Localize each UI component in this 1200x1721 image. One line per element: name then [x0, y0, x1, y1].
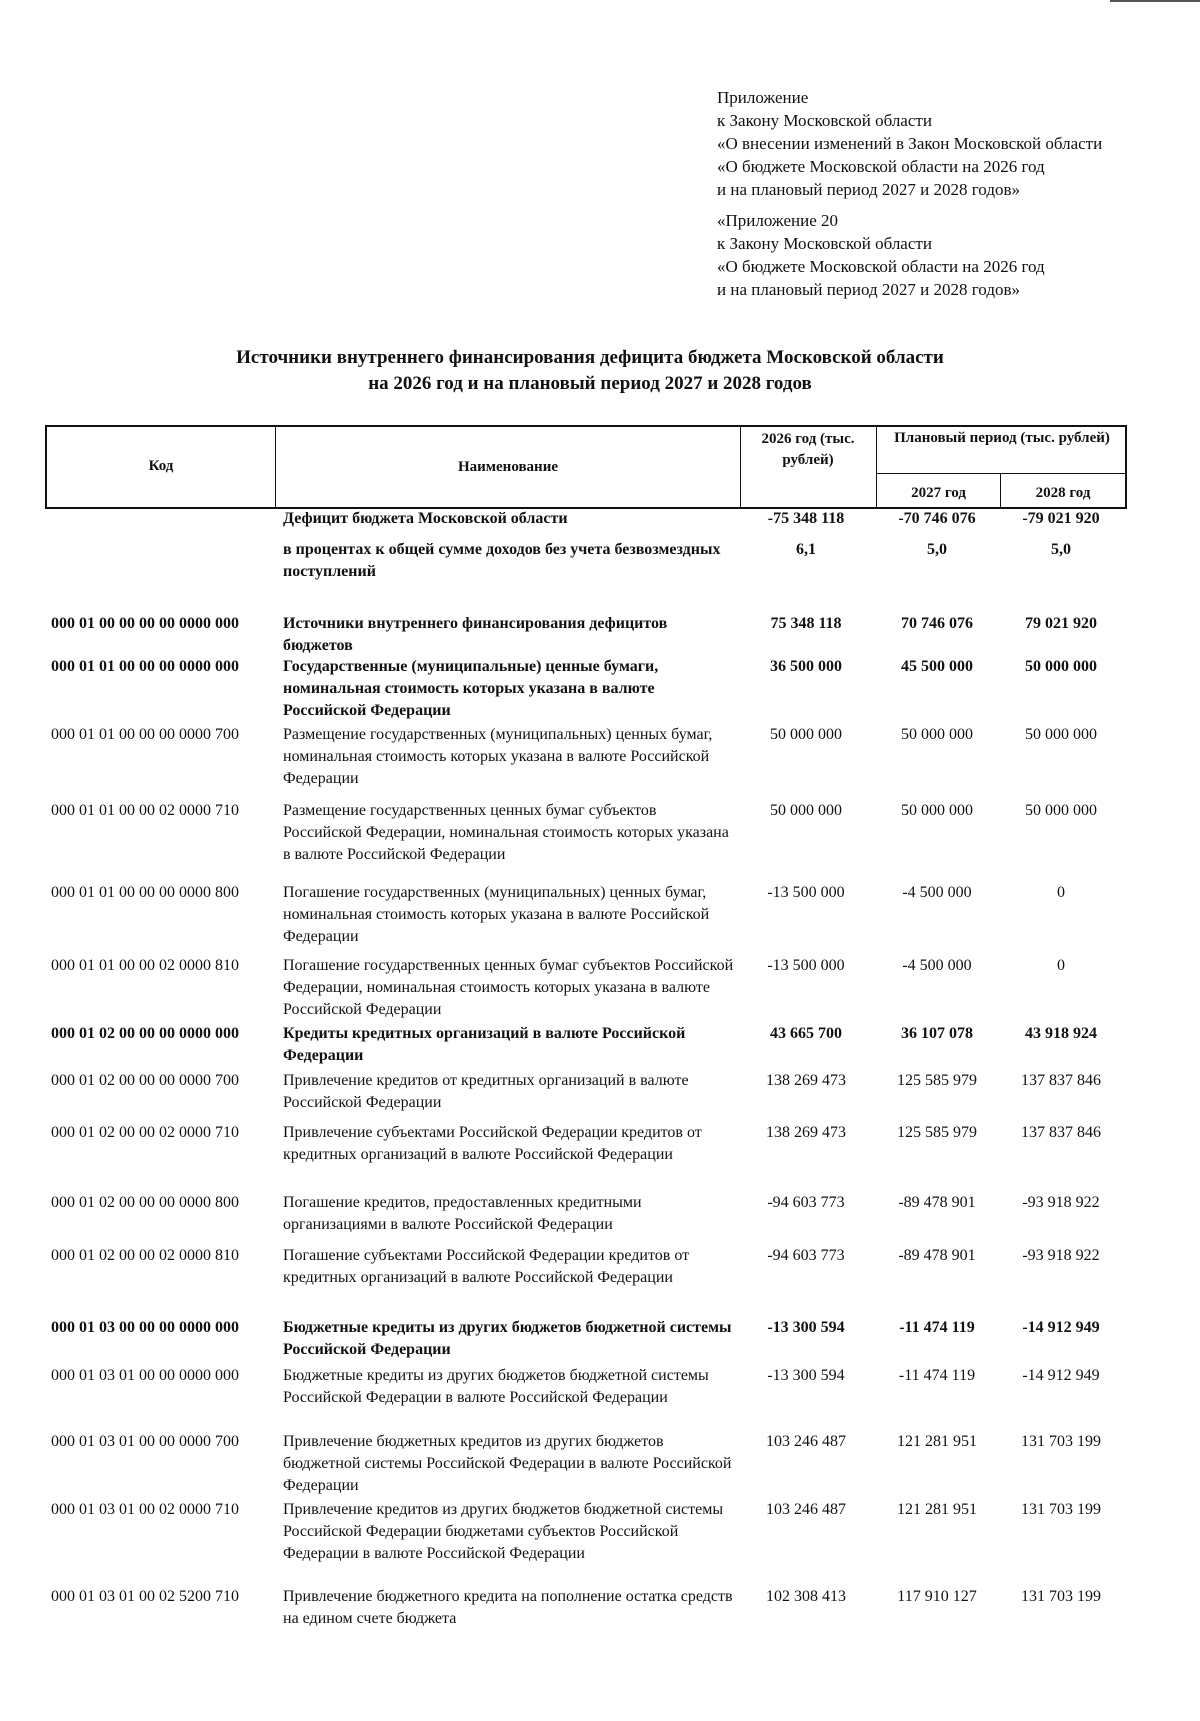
- row-value-2026: 103 246 487: [766, 1501, 846, 1518]
- row-value-2028: 0: [1057, 957, 1065, 974]
- appendix-line: к Закону Московской области: [717, 234, 932, 253]
- header-2027: 2027 год: [911, 485, 966, 501]
- header-code: Код: [148, 458, 174, 474]
- row-value-2026: 50 000 000: [770, 726, 842, 743]
- appendix-line: и на плановый период 2027 и 2028 годов»: [717, 180, 1020, 199]
- row-code: 000 01 03 00 00 00 0000 000: [51, 1319, 239, 1336]
- row-name: Погашение кредитов, предоставленных кредитными организациями в валюте Российской Федерации: [283, 1194, 642, 1233]
- row-value-2026: -94 603 773: [767, 1194, 845, 1211]
- row-value-2027: -4 500 000: [902, 957, 972, 974]
- row-code: 000 01 02 00 00 02 0000 810: [51, 1247, 239, 1264]
- row-name: Погашение государственных ценных бумаг субъектов Российской Федерации, номинальная стоимость которых указана в валюте Российской Федерации: [283, 957, 734, 1018]
- row-name: Бюджетные кредиты из других бюджетов бюджетной системы Российской Федерации: [283, 1319, 732, 1358]
- row-code: 000 01 03 01 00 00 0000 700: [51, 1433, 239, 1450]
- header-divider: [876, 473, 1125, 474]
- row-value-2028: 79 021 920: [1025, 615, 1097, 632]
- row-code: 000 01 02 00 00 02 0000 710: [51, 1124, 239, 1141]
- row-value-2028: 50 000 000: [1025, 726, 1097, 743]
- row-name: Бюджетные кредиты из других бюджетов бюджетной системы Российской Федерации в валюте Российской Федерации: [283, 1367, 709, 1406]
- row-value-2027: -11 474 119: [899, 1319, 975, 1336]
- row-name: Погашение государственных (муниципальных) ценных бумаг, номинальная стоимость которых указана в валюте Российской Федерации: [283, 884, 710, 945]
- row-value-2026: -13 500 000: [767, 884, 845, 901]
- scan-edge-mark: [1110, 0, 1200, 2]
- row-name: Государственные (муниципальные) ценные бумаги, номинальная стоимость которых указана в валюте Российской Федерации: [283, 658, 659, 719]
- row-code: 000 01 02 00 00 00 0000 700: [51, 1072, 239, 1089]
- row-value-2027: 36 107 078: [901, 1025, 973, 1042]
- row-value-2026: -75 348 118: [767, 510, 845, 527]
- row-value-2027: 50 000 000: [901, 802, 973, 819]
- appendix-line: «О бюджете Московской области на 2026 год: [717, 157, 1045, 176]
- row-name: Привлечение субъектами Российской Федерации кредитов от кредитных организаций в валюте Российской Федерации: [283, 1124, 702, 1163]
- header-divider: [740, 427, 741, 507]
- row-code: 000 01 01 00 00 00 0000 700: [51, 726, 239, 743]
- row-value-2028: 50 000 000: [1025, 658, 1097, 675]
- appendix-line: Приложение: [717, 88, 809, 107]
- row-value-2026: 43 665 700: [770, 1025, 842, 1042]
- row-value-2026: 102 308 413: [766, 1588, 846, 1605]
- row-value-2028: 131 703 199: [1021, 1433, 1101, 1450]
- title-line-2: на 2026 год и на плановый период 2027 и 2028 годов: [368, 373, 812, 394]
- appendix-line: «О внесении изменений в Закон Московской области: [717, 134, 1103, 153]
- row-value-2027: -70 746 076: [898, 510, 976, 527]
- row-value-2028: 131 703 199: [1021, 1588, 1101, 1605]
- header-planned-period: Плановый период (тыс. рублей): [894, 430, 1110, 446]
- row-code: 000 01 02 00 00 00 0000 800: [51, 1194, 239, 1211]
- row-value-2026: -13 300 594: [767, 1367, 845, 1384]
- row-name: Привлечение кредитов из других бюджетов бюджетной системы Российской Федерации бюджетами субъектов Российской Федерации в валюте Российской Федерации: [283, 1501, 724, 1562]
- row-value-2026: -94 603 773: [767, 1247, 845, 1264]
- row-value-2028: -14 912 949: [1022, 1367, 1100, 1384]
- row-name: Дефицит бюджета Московской области: [283, 510, 568, 527]
- row-code: 000 01 03 01 00 00 0000 000: [51, 1367, 239, 1384]
- appendix-block-2: [717, 209, 1102, 301]
- row-code: 000 01 03 01 00 02 0000 710: [51, 1501, 239, 1518]
- row-value-2026: 138 269 473: [766, 1072, 846, 1089]
- appendix-block-1: [717, 86, 1102, 201]
- row-value-2028: 50 000 000: [1025, 802, 1097, 819]
- row-code: 000 01 02 00 00 00 0000 000: [51, 1025, 239, 1042]
- row-value-2027: -89 478 901: [898, 1194, 976, 1211]
- appendix-line: к Закону Московской области: [717, 111, 932, 130]
- row-value-2026: -13 300 594: [767, 1319, 845, 1336]
- row-value-2028: 43 918 924: [1025, 1025, 1097, 1042]
- appendix-line: и на плановый период 2027 и 2028 годов»: [717, 280, 1020, 299]
- row-name: в процентах к общей сумме доходов без учета безвозмездных поступлений: [283, 541, 721, 580]
- appendix-line: «Приложение 20: [717, 211, 838, 230]
- row-value-2026: 103 246 487: [766, 1433, 846, 1450]
- row-value-2028: 0: [1057, 884, 1065, 901]
- row-value-2027: 70 746 076: [901, 615, 973, 632]
- row-value-2026: 138 269 473: [766, 1124, 846, 1141]
- row-name: Размещение государственных (муниципальных) ценных бумаг, номинальная стоимость которых указана в валюте Российской Федерации: [283, 726, 713, 787]
- row-value-2028: 137 837 846: [1021, 1072, 1101, 1089]
- appendix-line: «О бюджете Московской области на 2026 год: [717, 257, 1045, 276]
- row-value-2028: -14 912 949: [1022, 1319, 1100, 1336]
- row-code: 000 01 01 00 00 02 0000 810: [51, 957, 239, 974]
- row-value-2027: -89 478 901: [898, 1247, 976, 1264]
- row-value-2028: 5,0: [1051, 541, 1071, 558]
- row-value-2027: 5,0: [927, 541, 947, 558]
- row-value-2026: 36 500 000: [770, 658, 842, 675]
- row-value-2026: -13 500 000: [767, 957, 845, 974]
- appendix-note: [717, 86, 1102, 301]
- row-code: 000 01 01 00 00 00 0000 800: [51, 884, 239, 901]
- row-name: Погашение субъектами Российской Федерации кредитов от кредитных организаций в валюте Российской Федерации: [283, 1247, 690, 1286]
- header-2028: 2028 год: [1035, 485, 1091, 501]
- table-header: [45, 425, 1127, 509]
- row-code: 000 01 00 00 00 00 0000 000: [51, 615, 239, 632]
- title-line-1: Источники внутреннего финансирования дефицита бюджета Московской области: [236, 347, 944, 368]
- row-value-2028: -93 918 922: [1022, 1247, 1100, 1264]
- row-name: Кредиты кредитных организаций в валюте Российской Федерации: [283, 1025, 686, 1064]
- row-value-2027: 121 281 951: [897, 1433, 977, 1450]
- row-value-2027: 121 281 951: [897, 1501, 977, 1518]
- row-name: Размещение государственных ценных бумаг субъектов Российской Федерации, номинальная стоимость которых указана в валюте Российской Федерации: [283, 802, 729, 863]
- row-code: 000 01 01 00 00 00 0000 000: [51, 658, 239, 675]
- row-value-2026: 6,1: [796, 541, 816, 558]
- row-value-2028: 137 837 846: [1021, 1124, 1101, 1141]
- row-name: Привлечение бюджетных кредитов из других бюджетов бюджетной системы Российской Федерации в валюте Российской Федерации: [283, 1433, 732, 1494]
- row-name: Источники внутреннего финансирования дефицитов бюджетов: [283, 615, 668, 654]
- row-value-2027: 45 500 000: [901, 658, 973, 675]
- row-value-2028: 131 703 199: [1021, 1501, 1101, 1518]
- row-value-2027: 125 585 979: [897, 1124, 977, 1141]
- row-name: Привлечение бюджетного кредита на пополнение остатка средств на едином счете бюджета: [283, 1588, 733, 1627]
- row-name: Привлечение кредитов от кредитных организаций в валюте Российской Федерации: [283, 1072, 689, 1111]
- row-value-2027: -4 500 000: [902, 884, 972, 901]
- row-code: 000 01 03 01 00 02 5200 710: [51, 1588, 239, 1605]
- row-value-2026: 75 348 118: [770, 615, 842, 632]
- header-name: Наименование: [458, 459, 558, 475]
- row-code: 000 01 01 00 00 02 0000 710: [51, 802, 239, 819]
- document-title: [90, 345, 1090, 397]
- header-2026: 2026 год (тыс. рублей): [761, 431, 855, 468]
- row-value-2027: 50 000 000: [901, 726, 973, 743]
- row-value-2026: 50 000 000: [770, 802, 842, 819]
- row-value-2028: -93 918 922: [1022, 1194, 1100, 1211]
- row-value-2027: 125 585 979: [897, 1072, 977, 1089]
- row-value-2027: -11 474 119: [898, 1367, 976, 1384]
- row-value-2028: -79 021 920: [1022, 510, 1100, 527]
- row-value-2027: 117 910 127: [897, 1588, 977, 1605]
